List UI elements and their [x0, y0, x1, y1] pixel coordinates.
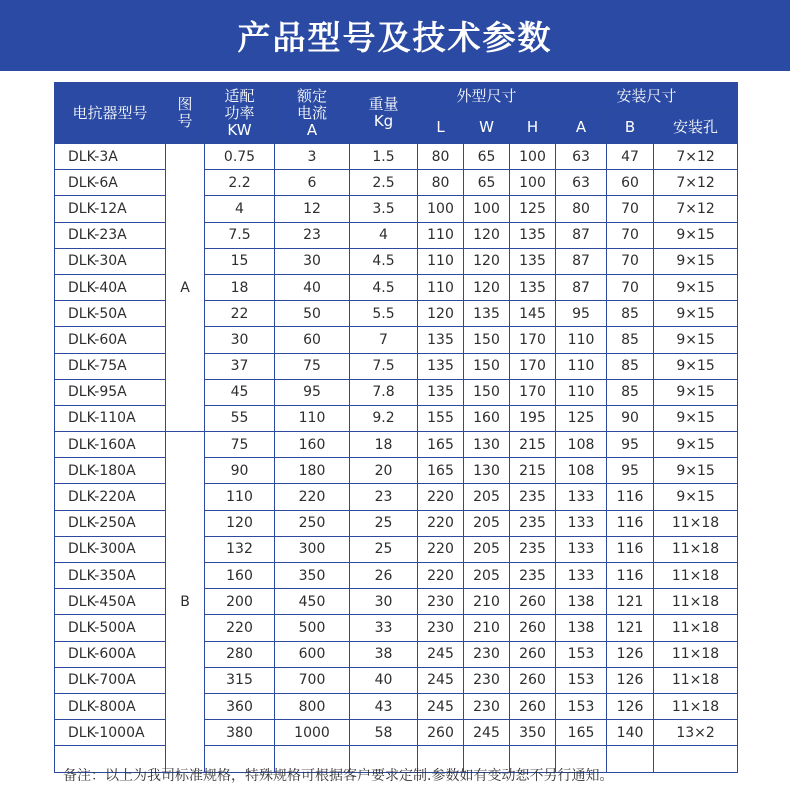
footnote: 备注：以上为我司标准规格，特殊规格可根据客户要求定制.参数如有变动恕不另行通知。 [63, 768, 614, 784]
header-current: 额定 电流 A [275, 83, 350, 144]
cell-h: 260 [510, 589, 556, 615]
cell-l: 245 [418, 641, 464, 667]
cell-model: DLK-3A [55, 144, 166, 170]
table-row [55, 170, 738, 196]
cell-h: 235 [510, 536, 556, 562]
cell-current: 110 [275, 405, 350, 431]
cell-b: 116 [607, 510, 654, 536]
cell-l: 220 [418, 536, 464, 562]
cell-b: 140 [607, 720, 654, 746]
cell-hole: 9×15 [654, 222, 738, 248]
cell-power: 220 [205, 615, 275, 641]
cell-l: 110 [418, 222, 464, 248]
cell-w: 135 [464, 301, 510, 327]
cell-power: 110 [205, 484, 275, 510]
cell-model: DLK-12A [55, 196, 166, 222]
header-model: 电抗器型号 [55, 83, 166, 144]
cell-current: 1000 [275, 720, 350, 746]
cell-power: 280 [205, 641, 275, 667]
cell-h: 215 [510, 458, 556, 484]
cell-power: 45 [205, 379, 275, 405]
header-A: A [556, 111, 607, 144]
cell-w: 150 [464, 327, 510, 353]
cell-b: 70 [607, 196, 654, 222]
cell-hole: 7×12 [654, 196, 738, 222]
cell-b: 60 [607, 170, 654, 196]
cell-model: DLK-30A [55, 248, 166, 274]
cell-hole: 11×18 [654, 693, 738, 719]
cell-current: 800 [275, 693, 350, 719]
cell-power: 15 [205, 248, 275, 274]
cell-current: 75 [275, 353, 350, 379]
spec-table [54, 82, 738, 773]
cell-current: 30 [275, 248, 350, 274]
cell-w: 205 [464, 484, 510, 510]
cell-l: 230 [418, 615, 464, 641]
cell-b: 85 [607, 301, 654, 327]
cell-h: 235 [510, 563, 556, 589]
cell-hole: 9×15 [654, 458, 738, 484]
cell-hole: 11×18 [654, 563, 738, 589]
cell-hole [654, 746, 738, 772]
cell-current: 220 [275, 484, 350, 510]
cell-l: 135 [418, 327, 464, 353]
cell-h: 100 [510, 170, 556, 196]
cell-weight: 23 [350, 484, 418, 510]
cell-power: 90 [205, 458, 275, 484]
cell-h: 215 [510, 432, 556, 458]
table-row [55, 432, 738, 458]
cell-model: DLK-160A [55, 432, 166, 458]
cell-a: 125 [556, 405, 607, 431]
table-row [55, 405, 738, 431]
cell-model: DLK-1000A [55, 720, 166, 746]
cell-hole: 7×12 [654, 144, 738, 170]
cell-w: 230 [464, 667, 510, 693]
cell-b: 85 [607, 353, 654, 379]
cell-weight: 7.8 [350, 379, 418, 405]
cell-weight: 9.2 [350, 405, 418, 431]
cell-w: 245 [464, 720, 510, 746]
table-row [55, 563, 738, 589]
cell-b: 70 [607, 248, 654, 274]
cell-a: 138 [556, 589, 607, 615]
cell-w: 205 [464, 563, 510, 589]
cell-current: 6 [275, 170, 350, 196]
cell-current: 450 [275, 589, 350, 615]
cell-current: 95 [275, 379, 350, 405]
cell-b: 116 [607, 536, 654, 562]
table-row [55, 510, 738, 536]
cell-h: 235 [510, 484, 556, 510]
cell-model: DLK-700A [55, 667, 166, 693]
cell-current: 3 [275, 144, 350, 170]
table-row [55, 196, 738, 222]
cell-model: DLK-75A [55, 353, 166, 379]
cell-current: 600 [275, 641, 350, 667]
cell-hole: 9×15 [654, 379, 738, 405]
cell-weight: 18 [350, 432, 418, 458]
cell-a: 133 [556, 510, 607, 536]
cell-b: 126 [607, 641, 654, 667]
cell-l: 135 [418, 353, 464, 379]
cell-l: 220 [418, 510, 464, 536]
table-header-row-1 [55, 83, 738, 111]
header-L: L [418, 111, 464, 144]
cell-h: 235 [510, 510, 556, 536]
cell-b: 85 [607, 327, 654, 353]
cell-hole: 9×15 [654, 248, 738, 274]
cell-current: 180 [275, 458, 350, 484]
table-row [55, 222, 738, 248]
cell-w: 205 [464, 536, 510, 562]
cell-power: 0.75 [205, 144, 275, 170]
cell-model: DLK-220A [55, 484, 166, 510]
table-row [55, 484, 738, 510]
cell-power: 2.2 [205, 170, 275, 196]
cell-weight: 4.5 [350, 274, 418, 300]
cell-l: 100 [418, 196, 464, 222]
cell-l: 110 [418, 274, 464, 300]
cell-w: 65 [464, 144, 510, 170]
cell-w: 210 [464, 615, 510, 641]
cell-model: DLK-450A [55, 589, 166, 615]
cell-b: 126 [607, 693, 654, 719]
cell-h: 170 [510, 379, 556, 405]
cell-power: 37 [205, 353, 275, 379]
cell-hole: 11×18 [654, 667, 738, 693]
table-row [55, 248, 738, 274]
cell-current: 500 [275, 615, 350, 641]
cell-h: 260 [510, 641, 556, 667]
cell-weight: 25 [350, 536, 418, 562]
cell-weight: 1.5 [350, 144, 418, 170]
cell-weight: 2.5 [350, 170, 418, 196]
cell-model: DLK-60A [55, 327, 166, 353]
cell-a: 153 [556, 693, 607, 719]
cell-current: 60 [275, 327, 350, 353]
cell-l: 120 [418, 301, 464, 327]
table-row [55, 144, 738, 170]
title-banner [0, 0, 790, 71]
table-row [55, 274, 738, 300]
cell-a: 87 [556, 222, 607, 248]
cell-model: DLK-800A [55, 693, 166, 719]
cell-hole: 9×15 [654, 405, 738, 431]
cell-model: DLK-50A [55, 301, 166, 327]
cell-current: 12 [275, 196, 350, 222]
cell-w: 65 [464, 170, 510, 196]
cell-l: 230 [418, 589, 464, 615]
cell-current: 50 [275, 301, 350, 327]
cell-power: 360 [205, 693, 275, 719]
cell-h: 260 [510, 693, 556, 719]
cell-h: 135 [510, 248, 556, 274]
cell-current: 700 [275, 667, 350, 693]
cell-power: 315 [205, 667, 275, 693]
cell-l: 260 [418, 720, 464, 746]
cell-a: 63 [556, 170, 607, 196]
cell-hole: 9×15 [654, 353, 738, 379]
cell-weight: 7 [350, 327, 418, 353]
cell-b: 90 [607, 405, 654, 431]
cell-a: 153 [556, 641, 607, 667]
cell-b: 85 [607, 379, 654, 405]
cell-weight: 20 [350, 458, 418, 484]
cell-model: DLK-23A [55, 222, 166, 248]
cell-h: 170 [510, 353, 556, 379]
cell-w: 120 [464, 248, 510, 274]
cell-a: 108 [556, 432, 607, 458]
cell-a: 95 [556, 301, 607, 327]
header-mount-size: 安装尺寸 [556, 83, 738, 111]
cell-a: 87 [556, 274, 607, 300]
table-row [55, 589, 738, 615]
cell-hole: 7×12 [654, 170, 738, 196]
table-row [55, 641, 738, 667]
cell-h: 100 [510, 144, 556, 170]
cell-a: 108 [556, 458, 607, 484]
cell-w: 120 [464, 222, 510, 248]
cell-model: DLK-250A [55, 510, 166, 536]
cell-a: 153 [556, 667, 607, 693]
cell-hole: 11×18 [654, 536, 738, 562]
header-weight: 重量 Kg [350, 83, 418, 144]
cell-a: 133 [556, 563, 607, 589]
table-row [55, 536, 738, 562]
cell-hole: 11×18 [654, 615, 738, 641]
cell-b: 116 [607, 563, 654, 589]
table-row [55, 301, 738, 327]
cell-power: 380 [205, 720, 275, 746]
cell-power: 30 [205, 327, 275, 353]
cell-l: 220 [418, 563, 464, 589]
cell-a: 80 [556, 196, 607, 222]
table-row [55, 720, 738, 746]
cell-l: 110 [418, 248, 464, 274]
header-power: 适配 功率 KW [205, 83, 275, 144]
cell-power: 160 [205, 563, 275, 589]
cell-l: 165 [418, 432, 464, 458]
cell-b: 47 [607, 144, 654, 170]
cell-a: 138 [556, 615, 607, 641]
cell-model: DLK-95A [55, 379, 166, 405]
cell-model: DLK-6A [55, 170, 166, 196]
cell-a: 110 [556, 379, 607, 405]
cell-l: 80 [418, 170, 464, 196]
table-row [55, 667, 738, 693]
cell-w: 130 [464, 432, 510, 458]
cell-l: 220 [418, 484, 464, 510]
cell-b: 116 [607, 484, 654, 510]
cell-weight: 3.5 [350, 196, 418, 222]
cell-h: 350 [510, 720, 556, 746]
header-figure: 图 号 [166, 83, 205, 144]
cell-w: 150 [464, 353, 510, 379]
cell-hole: 11×18 [654, 510, 738, 536]
header-W: W [464, 111, 510, 144]
cell-h: 260 [510, 667, 556, 693]
cell-current: 300 [275, 536, 350, 562]
cell-a: 133 [556, 536, 607, 562]
cell-power: 132 [205, 536, 275, 562]
cell-b: 95 [607, 458, 654, 484]
cell-figure-group: B [166, 432, 205, 772]
cell-h: 125 [510, 196, 556, 222]
cell-w: 160 [464, 405, 510, 431]
header-hole: 安装孔 [654, 111, 738, 144]
cell-model: DLK-110A [55, 405, 166, 431]
cell-w: 130 [464, 458, 510, 484]
cell-w: 230 [464, 641, 510, 667]
cell-power: 18 [205, 274, 275, 300]
cell-w: 230 [464, 693, 510, 719]
table-row [55, 615, 738, 641]
page-title: 产品型号及技术参数 [237, 18, 553, 57]
cell-b: 121 [607, 589, 654, 615]
cell-hole: 11×18 [654, 589, 738, 615]
table-row [55, 379, 738, 405]
cell-current: 350 [275, 563, 350, 589]
cell-weight: 38 [350, 641, 418, 667]
cell-power: 75 [205, 432, 275, 458]
table-row [55, 353, 738, 379]
table-row [55, 327, 738, 353]
cell-weight: 58 [350, 720, 418, 746]
cell-power: 200 [205, 589, 275, 615]
cell-weight: 30 [350, 589, 418, 615]
cell-a: 165 [556, 720, 607, 746]
table-row [55, 693, 738, 719]
cell-a: 63 [556, 144, 607, 170]
cell-weight: 25 [350, 510, 418, 536]
cell-current: 40 [275, 274, 350, 300]
cell-current: 160 [275, 432, 350, 458]
cell-b: 121 [607, 615, 654, 641]
cell-w: 120 [464, 274, 510, 300]
cell-model: DLK-40A [55, 274, 166, 300]
cell-power: 7.5 [205, 222, 275, 248]
cell-a: 133 [556, 484, 607, 510]
cell-power: 55 [205, 405, 275, 431]
cell-hole: 9×15 [654, 484, 738, 510]
cell-w: 100 [464, 196, 510, 222]
cell-w: 150 [464, 379, 510, 405]
header-outer-size: 外型尺寸 [418, 83, 556, 111]
cell-weight: 4 [350, 222, 418, 248]
cell-hole: 13×2 [654, 720, 738, 746]
cell-l: 165 [418, 458, 464, 484]
cell-b: 70 [607, 222, 654, 248]
cell-l: 135 [418, 379, 464, 405]
cell-model: DLK-500A [55, 615, 166, 641]
cell-a: 110 [556, 327, 607, 353]
cell-b: 126 [607, 667, 654, 693]
header-H: H [510, 111, 556, 144]
cell-a: 110 [556, 353, 607, 379]
cell-h: 145 [510, 301, 556, 327]
cell-weight: 33 [350, 615, 418, 641]
cell-power: 22 [205, 301, 275, 327]
cell-power: 120 [205, 510, 275, 536]
cell-h: 195 [510, 405, 556, 431]
cell-weight: 7.5 [350, 353, 418, 379]
cell-model: DLK-180A [55, 458, 166, 484]
table-body [55, 144, 738, 773]
cell-figure-group: A [166, 144, 205, 432]
cell-weight: 43 [350, 693, 418, 719]
cell-hole: 9×15 [654, 432, 738, 458]
cell-weight: 4.5 [350, 248, 418, 274]
cell-w: 205 [464, 510, 510, 536]
cell-a: 87 [556, 248, 607, 274]
cell-weight: 5.5 [350, 301, 418, 327]
cell-h: 170 [510, 327, 556, 353]
cell-power: 4 [205, 196, 275, 222]
cell-model: DLK-600A [55, 641, 166, 667]
cell-l: 80 [418, 144, 464, 170]
cell-l: 245 [418, 693, 464, 719]
table-row [55, 458, 738, 484]
cell-model: DLK-300A [55, 536, 166, 562]
cell-b [607, 746, 654, 772]
cell-current: 250 [275, 510, 350, 536]
cell-b: 70 [607, 274, 654, 300]
cell-l: 155 [418, 405, 464, 431]
cell-model: DLK-350A [55, 563, 166, 589]
cell-weight: 40 [350, 667, 418, 693]
cell-l: 245 [418, 667, 464, 693]
cell-hole: 9×15 [654, 327, 738, 353]
cell-w: 210 [464, 589, 510, 615]
header-B: B [607, 111, 654, 144]
cell-weight: 26 [350, 563, 418, 589]
cell-h: 135 [510, 274, 556, 300]
cell-hole: 9×15 [654, 274, 738, 300]
cell-h: 135 [510, 222, 556, 248]
cell-h: 260 [510, 615, 556, 641]
cell-hole: 11×18 [654, 641, 738, 667]
cell-b: 95 [607, 432, 654, 458]
cell-current: 23 [275, 222, 350, 248]
cell-hole: 9×15 [654, 301, 738, 327]
